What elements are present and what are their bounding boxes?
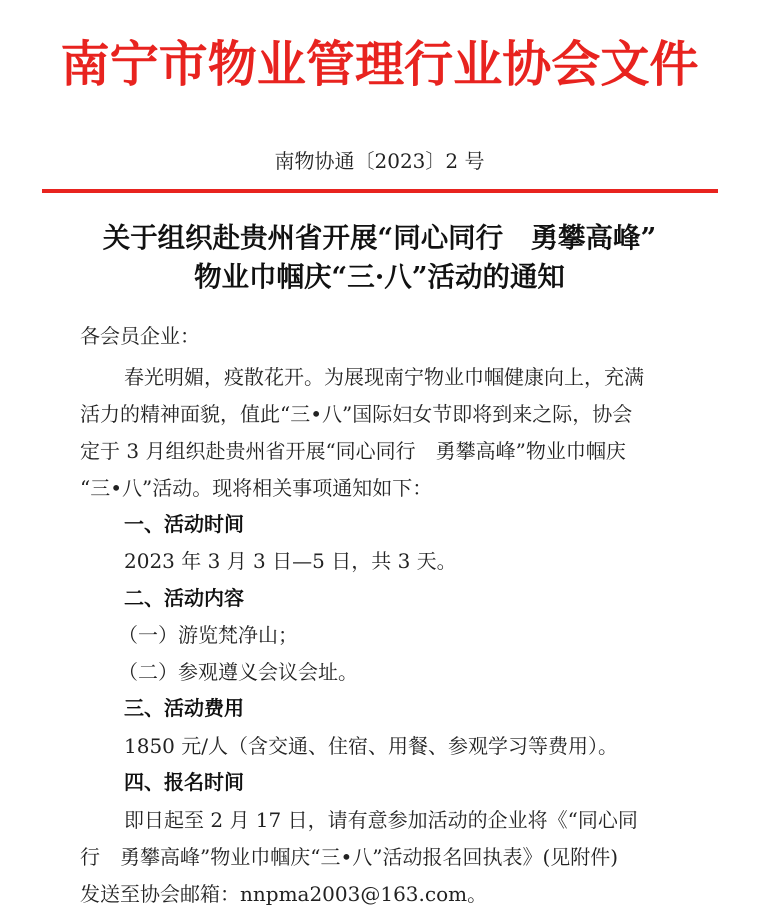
document-number: 南物协通〔2023〕2 号 bbox=[274, 149, 485, 173]
section-heading-fee: 三、活动费用 bbox=[124, 696, 244, 720]
section-line: 行 勇攀高峰”物业巾帼庆“三•八”活动报名回执表》(见附件) bbox=[80, 845, 619, 869]
document-header-title: 南宁市物业管理行业协会文件 bbox=[60, 35, 699, 93]
section-line: 2023 年 3 月 3 日—5 日，共 3 天。 bbox=[124, 549, 457, 573]
salutation: 各会员企业： bbox=[80, 324, 200, 348]
intro-line: 活力的精神面貌，值此“三•八”国际妇女节即将到来之际，协会 bbox=[80, 402, 633, 426]
section-line: （一）游览梵净山； bbox=[118, 623, 298, 647]
section-line: 即日起至 2 月 17 日，请有意参加活动的企业将《“同心同 bbox=[124, 808, 638, 832]
section-heading-time: 一、活动时间 bbox=[124, 512, 244, 536]
intro-line: 春光明媚，疫散花开。为展现南宁物业巾帼健康向上，充满 bbox=[124, 365, 644, 389]
section-line: 发送至协会邮箱：nnpma2003@163.com。 bbox=[80, 882, 488, 906]
section-heading-content: 二、活动内容 bbox=[124, 586, 244, 610]
intro-line: “三•八”活动。现将相关事项通知如下： bbox=[80, 476, 433, 500]
red-divider-line bbox=[42, 189, 718, 193]
intro-line: 定于 3 月组织赴贵州省开展“同心同行 勇攀高峰”物业巾帼庆 bbox=[80, 439, 626, 463]
section-line: 1850 元/人（含交通、住宿、用餐、参观学习等费用）。 bbox=[124, 734, 618, 758]
notice-title-line-2: 物业巾帼庆“三·八”活动的通知 bbox=[194, 261, 565, 293]
section-line: （二）参观遵义会议会址。 bbox=[118, 660, 358, 684]
section-heading-registration: 四、报名时间 bbox=[124, 770, 244, 794]
notice-title-line-1: 关于组织赴贵州省开展“同心同行 勇攀高峰” bbox=[102, 222, 657, 254]
